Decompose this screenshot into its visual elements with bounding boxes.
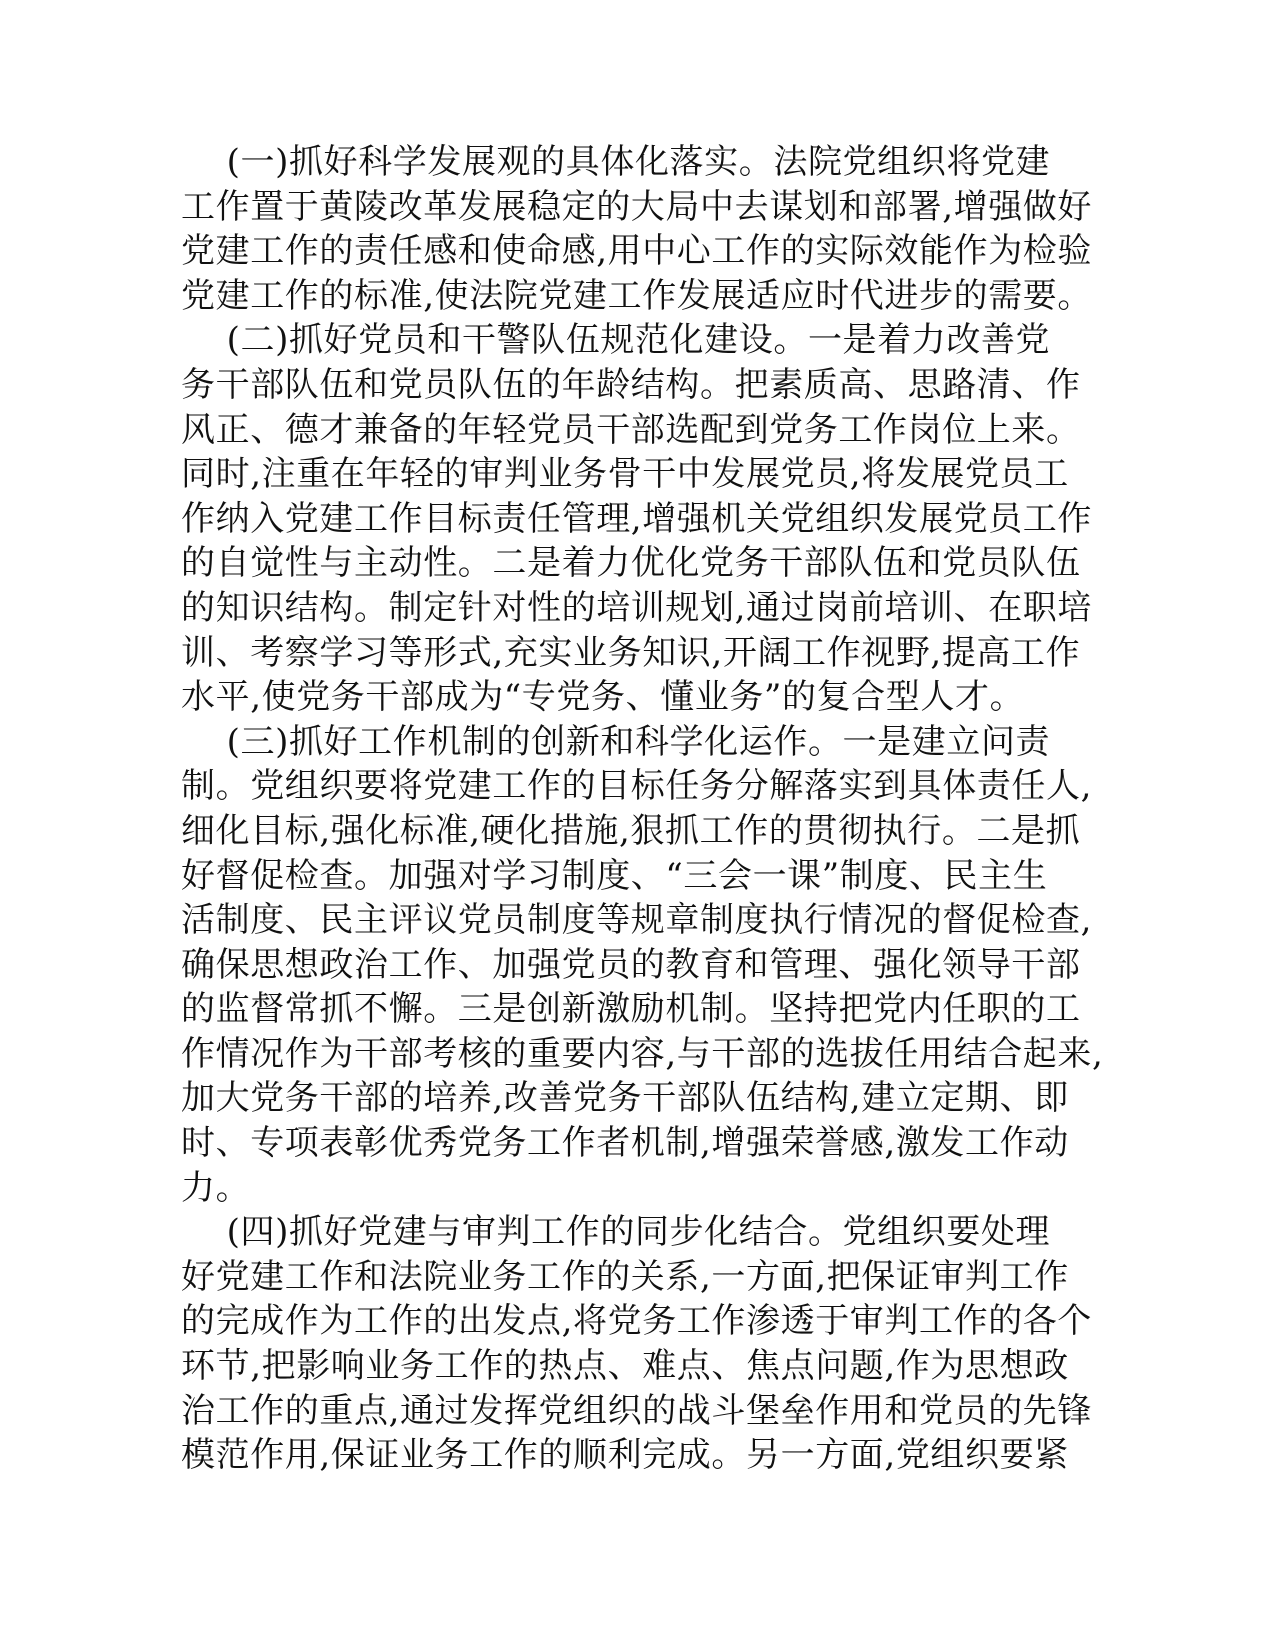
text-line: (四)抓好党建与审判工作的同步化结合。党组织要处理: [181, 1212, 1051, 1253]
text-line: 作情况作为干部考核的重要内容,与干部的选拔任用结合起来,: [181, 1033, 1104, 1074]
text-line: 作纳入党建工作目标责任管理,增强机关党组织发展党员工作: [181, 498, 1093, 539]
text-line: 细化目标,强化标准,硬化措施,狠抓工作的贯彻执行。二是抓: [181, 810, 1081, 851]
text-line: 工作置于黄陵改革发展稳定的大局中去谋划和部署,增强做好: [181, 186, 1093, 227]
text-line: 好督促检查。加强对学习制度、“三会一课”制度、民主生: [181, 855, 1048, 896]
text-line: 加大党务干部的培养,改善党务干部队伍结构,建立定期、即: [181, 1078, 1069, 1119]
text-line: (二)抓好党员和干警队伍规范化建设。一是着力改善党: [181, 320, 1051, 361]
text-line: (一)抓好科学发展观的具体化落实。法院党组织将党建: [181, 142, 1051, 182]
text-line: 党建工作的责任感和使命感,用中心工作的实际效能作为检验: [181, 231, 1093, 272]
text-line: 务干部队伍和党员队伍的年龄结构。把素质高、思路清、作: [181, 364, 1081, 405]
text-line: (三)抓好工作机制的创新和科学化运作。一是建立问责: [181, 721, 1051, 762]
text-line: 力。: [181, 1167, 251, 1208]
text-line: 确保思想政治工作、加强党员的教育和管理、强化领导干部: [181, 944, 1081, 985]
text-line: 好党建工作和法院业务工作的关系,一方面,把保证审判工作: [181, 1256, 1069, 1297]
body-text: [181, 140, 1104, 1478]
text-line: 党建工作的标准,使法院党建工作发展适应时代进步的需要。: [181, 275, 1093, 316]
text-line: 的监督常抓不懈。三是创新激励机制。坚持把党内任职的工: [181, 989, 1081, 1030]
text-line: 的知识结构。制定针对性的培训规划,通过岗前培训、在职培: [181, 587, 1093, 628]
text-line: 环节,把影响业务工作的热点、难点、焦点问题,作为思想政: [181, 1346, 1069, 1387]
text-line: 制。党组织要将党建工作的目标任务分解落实到具体责任人,: [181, 766, 1093, 807]
text-line: 时、专项表彰优秀党务工作者机制,增强荣誉感,激发工作动: [181, 1123, 1069, 1164]
text-line: 的完成作为工作的出发点,将党务工作渗透于审判工作的各个: [181, 1301, 1093, 1342]
text-line: 活制度、民主评议党员制度等规章制度执行情况的督促检查,: [181, 900, 1093, 941]
text-line: 风正、德才兼备的年轻党员干部选配到党务工作岗位上来。: [181, 409, 1081, 450]
text-line: 的自觉性与主动性。二是着力优化党务干部队伍和党员队伍: [181, 543, 1081, 584]
text-line: 模范作用,保证业务工作的顺利完成。另一方面,党组织要紧: [181, 1435, 1069, 1476]
text-line: 水平,使党务干部成为“专党务、懂业务”的复合型人才。: [181, 677, 1025, 718]
text-line: 治工作的重点,通过发挥党组织的战斗堡垒作用和党员的先锋: [181, 1390, 1093, 1431]
text-line: 同时,注重在年轻的审判业务骨干中发展党员,将发展党员工: [181, 454, 1069, 495]
text-line: 训、考察学习等形式,充实业务知识,开阔工作视野,提高工作: [181, 632, 1081, 673]
